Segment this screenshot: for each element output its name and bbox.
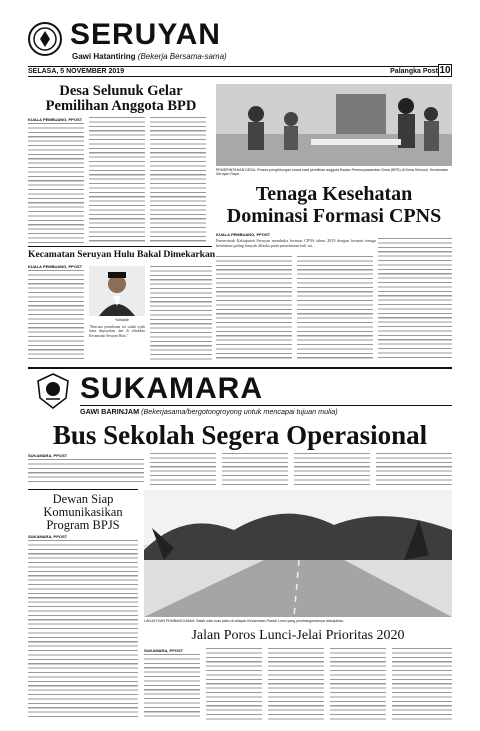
story6-column-4: [330, 648, 386, 720]
story2-column-1: [28, 270, 84, 360]
date-bar: [28, 66, 452, 77]
story5-column: [28, 540, 138, 720]
story1-column-3: [150, 117, 206, 243]
story3-kicker: KUALA PEMBUANG, PPOST: [216, 232, 271, 237]
story3-headline: Tenaga Kesehatan Dominasi Formasi CPNS: [226, 183, 442, 227]
top-photo: [216, 84, 452, 166]
story1-kicker: KUALA PEMBUANG, PPOST: [28, 117, 83, 122]
story6-column-3: [268, 648, 324, 720]
story3-lead: Pemerintah Kabupaten Seruyan membuka formasi CPNS tahun 2019 dengan formasi tenaga kesehatan paling banyak dibuka pada penerimaan kali ini.: [216, 238, 376, 249]
top-photo-illustration: [216, 84, 452, 166]
story3-column-1: [216, 256, 292, 360]
story6-headline: Jalan Poros Lunci-Jelai Prioritas 2020: [191, 628, 405, 643]
story6-column-2: [206, 648, 262, 720]
portrait-illustration: [89, 266, 145, 316]
section-divider: [28, 367, 452, 369]
page-number: 10: [439, 65, 451, 76]
story2-rule: [28, 246, 212, 247]
story4-column-4: [294, 453, 370, 485]
paper-name: SERUYAN: [70, 18, 221, 51]
story4-column-2: [150, 453, 216, 485]
issue-date: SELASA, 5 NOVEMBER 2019: [28, 68, 125, 75]
story2-headline: Kecamatan Seruyan Hulu Bakal Dimekarkan: [28, 249, 216, 260]
road-illustration: [144, 490, 452, 617]
seruyan-seal-icon: [28, 22, 62, 56]
outlet-name: Palangka Post: [390, 68, 438, 75]
story5-rule: [28, 489, 138, 490]
story1-column-1: [28, 123, 84, 243]
story3-column-3: [378, 238, 452, 360]
story6-column-5: [392, 648, 452, 720]
story2-quote: "Rencana pemekaran ini sudah sejak lama diupayakan dan di sebabkan Kecamatan Seruyan Hulu.": [89, 325, 145, 338]
section-name: SUKAMARA: [80, 372, 263, 405]
story5-headline: Dewan Siap Komunikasikan Program BPJS: [43, 492, 123, 532]
story5-kicker: SUKAMARA, PPOST: [28, 534, 68, 539]
story6-column-1: [144, 654, 200, 720]
story3-column-2: [297, 256, 373, 360]
top-photo-caption: PEMERINTAHAN DESA: Proses penghitungan suara saat pemilihan anggota Badan Permusyawaratan Desa (BPD) di Desa Selunuk, Kecamatan Seruyan Raya.: [216, 168, 449, 177]
story4-column-1: [28, 459, 144, 485]
story6-kicker: SUKAMARA, PPOST: [144, 648, 184, 653]
story2-photo-caption: Yulhaidir: [115, 318, 129, 322]
story1-headline: Desa Selunuk Gelar Pemilihan Anggota BPD: [45, 83, 197, 114]
story1-column-2: [89, 117, 145, 243]
story4-column-3: [222, 453, 288, 485]
section-tagline: GAWI BARINJAM (Bekerjasama/bergotongroyong untuk mencapai tujuan mulia): [80, 405, 452, 416]
story4-column-5: [376, 453, 452, 485]
story4-headline: Bus Sekolah Segera Operasional: [52, 420, 428, 450]
bottom-photo-caption: LANJUTKAN PEMBANGUNAN: Salah satu ruas jalan di wilayah Kecamatan Pantai Lunci yang pembangunannya dilanjutkan.: [144, 619, 345, 623]
sukamara-seal-icon: [34, 372, 72, 410]
story2-photo: [89, 266, 145, 316]
paper-tagline: Gawi Hatantiring (Bekerja Bersama-sama): [72, 52, 227, 61]
story2-column-3: [150, 266, 212, 360]
story2-kicker: KUALA PEMBUANG, PPOST: [28, 264, 83, 269]
bottom-photo: [144, 490, 452, 617]
story4-kicker: SUKAMARA, PPOST: [28, 453, 68, 458]
